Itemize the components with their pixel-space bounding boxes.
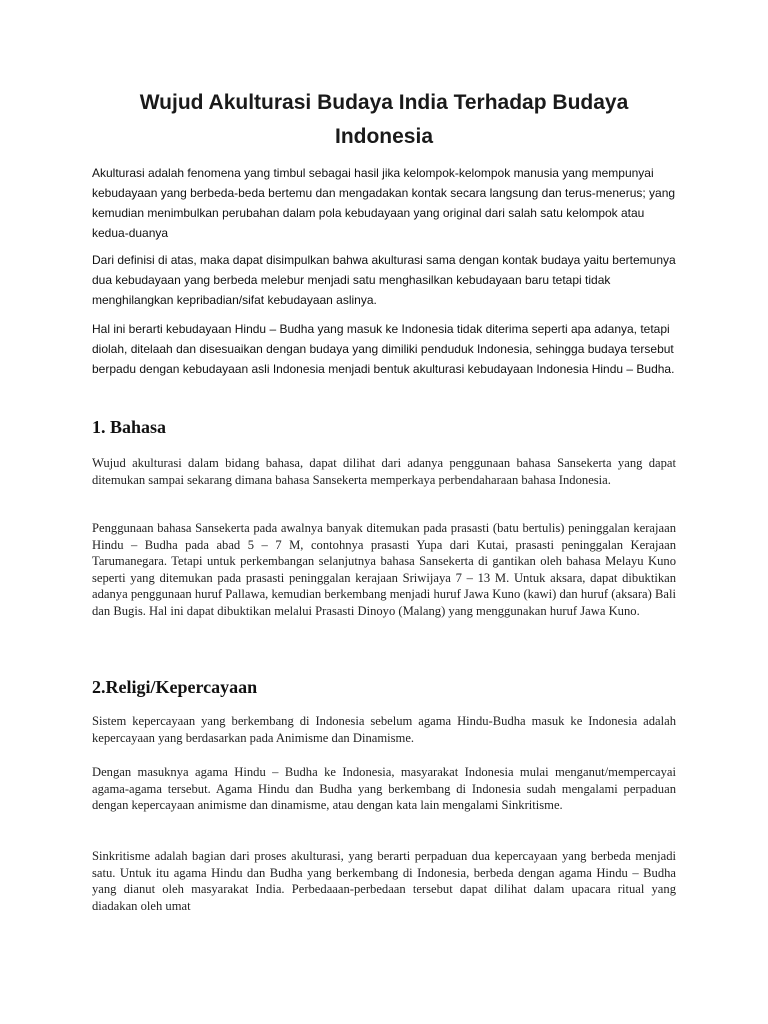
document-title: Wujud Akulturasi Budaya India Terhadap Budaya Indonesia xyxy=(139,91,629,148)
section-heading-bahasa: 1. Bahasa xyxy=(92,417,167,437)
intro-paragraph-conclusion: Dari definisi di atas, maka dapat disimpulkan bahwa akulturasi sama dengan kontak budaya yaitu bertemunya dua kebudayaan yang berbeda melebur menjadi satu menghasilkan kebudayaan baru tetapi tidak menghilangkan kepribadian/sifat kebudayaan aslinya. xyxy=(92,253,676,307)
bahasa-paragraph-2: Penggunaan bahasa Sansekerta pada awalnya banyak ditemukan pada prasasti (batu bertulis) peninggalan kerajaan Hindu – Budha pada abad 5 – 7 M, contohnya prasasti Yupa dari Kutai, prasasti peninggalan Kerajaan Tarumanegara. Tetapi untuk perkembangan selanjutnya bahasa Sansekerta di gantikan oleh bahasa Melayu Kuno seperti yang ditemukan pada prasasti peninggalan kerajaan Sriwijaya 7 – 13 M. Untuk aksara, dapat dibuktikan adanya penggunaan huruf Pallawa, kemudian berkembang menjadi huruf Jawa Kuno (kawi) dan huruf (aksara) Bali dan Bugis. Hal ini dapat dibuktikan melalui Prasasti Dinoyo (Malang) yang menggunakan huruf Jawa Kuno. xyxy=(92,521,676,618)
religi-paragraph-3: Sinkritisme adalah bagian dari proses akulturasi, yang berarti perpaduan dua kepercayaan yang berbeda menjadi satu. Untuk itu agama Hindu dan Budha yang berkembang di Indonesia, berbeda dengan agama Hindu – Budha yang dianut oleh masyarakat India. Perbedaaan-perbedaan tersebut dapat dilihat dalam upacara ritual yang diadakan oleh umat xyxy=(92,849,676,913)
intro-paragraph-hindu-budha: Hal ini berarti kebudayaan Hindu – Budha yang masuk ke Indonesia tidak diterima seperti apa adanya, tetapi diolah, ditelaah dan disesuaikan dengan budaya yang dimiliki penduduk Indonesia, sehingga budaya tersebut berpadu dengan kebudayaan asli Indonesia menjadi bentuk akulturasi kebudayaan Indonesia Hindu – Budha. xyxy=(92,322,675,376)
bahasa-paragraph-1: Wujud akulturasi dalam bidang bahasa, dapat dilihat dari adanya penggunaan bahasa Sansekerta yang dapat ditemukan sampai sekarang dimana bahasa Sansekerta memperkaya perbendaharaan bahasa Indonesia. xyxy=(92,456,676,487)
section-heading-religi: 2.Religi/Kepercayaan xyxy=(92,677,258,697)
religi-paragraph-1: Sistem kepercayaan yang berkembang di Indonesia sebelum agama Hindu-Budha masuk ke Indonesia adalah kepercayaan yang berdasarkan pada Animisme dan Dinamisme. xyxy=(92,714,676,745)
religi-paragraph-2: Dengan masuknya agama Hindu – Budha ke Indonesia, masyarakat Indonesia mulai menganut/mempercayai agama-agama tersebut. Agama Hindu dan Budha yang berkembang di Indonesia sudah mengalami perpaduan dengan kepercayaan animisme dan dinamisme, atau dengan kata lain mengalami Sinkritisme. xyxy=(92,765,676,813)
intro-paragraph-definition: Akulturasi adalah fenomena yang timbul sebagai hasil jika kelompok-kelompok manusia yang mempunyai kebudayaan yang berbeda-beda bertemu dan mengadakan kontak secara langsung dan terus-menerus; yang kemudian menimbulkan perubahan dalam pola kebudayaan yang original dari salah satu kelompok atau kedua-duanya xyxy=(92,166,676,240)
